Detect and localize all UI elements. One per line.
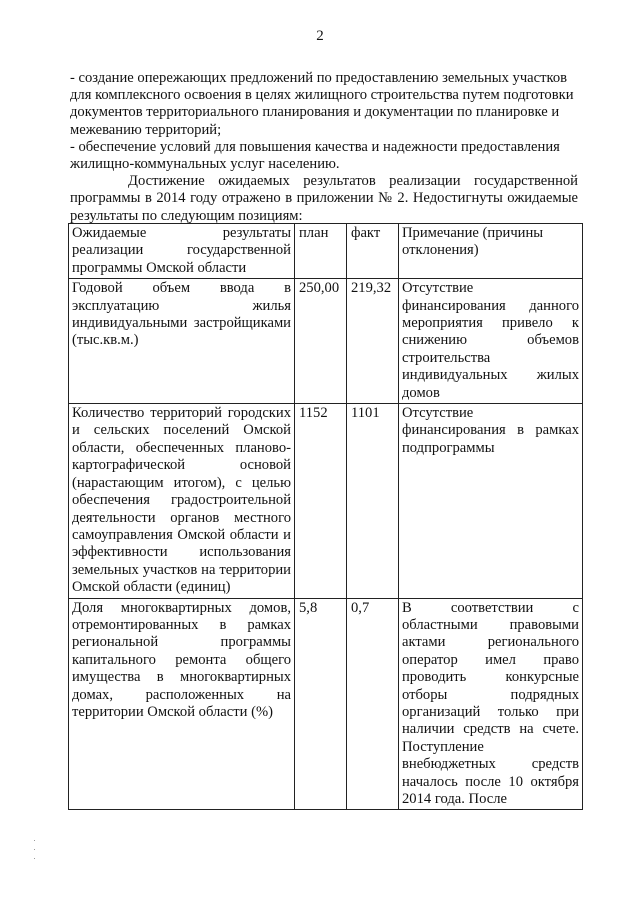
- results-paragraph: Достижение ожидаемых результатов реализации государственной программы в 2014 году отражено в приложении № 2. Недостигнуты ожидаемые результаты по следующим позициям:: [70, 173, 578, 224]
- cell-fact: 219,32: [347, 279, 399, 404]
- table-row: [69, 404, 583, 598]
- cell-note: Отсутствие финансирования данного мероприятия привело к снижению объемов строительства индивидуальных жилых домов: [399, 279, 583, 404]
- cell-plan: 5,8: [295, 598, 347, 810]
- table-row: [69, 598, 583, 810]
- header-result: Ожидаемые результаты реализации государственной программы Омской области: [69, 224, 295, 279]
- scan-marks: [34, 840, 37, 870]
- cell-fact: 1101: [347, 404, 399, 598]
- cell-plan: 1152: [295, 404, 347, 598]
- table-row: [69, 279, 583, 404]
- cell-plan: 250,00: [295, 279, 347, 404]
- table-header-row: [69, 224, 583, 279]
- cell-note: Отсутствие финансирования в рамках подпрограммы: [399, 404, 583, 598]
- body-text: [70, 70, 578, 225]
- header-note: Примечание (причины отклонения): [399, 224, 583, 279]
- bullet-item: - обеспечение условий для повышения качества и надежности предоставления жилищно-коммунальных услуг населению.: [70, 138, 560, 173]
- cell-result: Доля многоквартирных домов, отремонтированных в рамках региональной программы капитального ремонта общего имущества в многоквартирных домах, расположенных на территории Омской области (%): [69, 598, 295, 810]
- page-number: 2: [316, 28, 324, 44]
- cell-fact: 0,7: [347, 598, 399, 810]
- header-fact: факт: [347, 224, 399, 279]
- header-plan: план: [295, 224, 347, 279]
- results-table: [68, 223, 583, 810]
- cell-result: Годовой объем ввода в эксплуатацию жилья индивидуальными застройщиками (тыс.кв.м.): [69, 279, 295, 404]
- cell-note: В соответствии с областными правовыми актами регионального оператор имел право проводить конкурсные отборы подрядных организаций только при наличии средств на счете. Поступление внебюджетных средств началось после 10 октября 2014 года. После: [399, 598, 583, 810]
- cell-result: Количество территорий городских и сельских поселений Омской области, обеспеченных планово-картографической основой (нарастающим итогом), с целью обеспечения градостроительной деятельности органов местного самоуправления Омской области и эффективности использования земельных участков на территории Омской области (единиц): [69, 404, 295, 598]
- bullet-item: - создание опережающих предложений по предоставлению земельных участков для комплексного освоения в целях жилищного строительства путем подготовки документов территориального планирования и документации по планировке и межеванию территорий;: [70, 70, 574, 138]
